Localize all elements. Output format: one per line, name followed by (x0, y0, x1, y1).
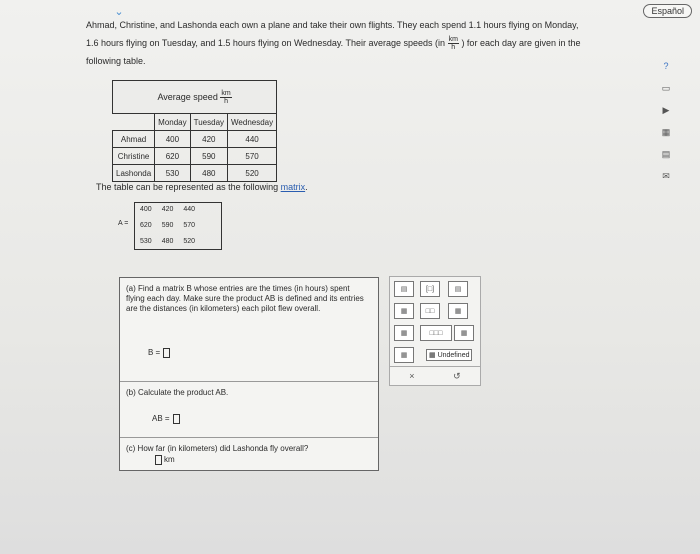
matrix-row: 400 420 440 (140, 206, 196, 213)
column-header: Wednesday (228, 114, 277, 131)
language-button[interactable]: Español (643, 4, 692, 18)
book-icon[interactable]: ▤ (661, 148, 671, 159)
matrix-row: 530 480 520 (140, 238, 196, 245)
speed-table (112, 80, 277, 182)
fraction-button[interactable]: ▤ (394, 281, 414, 297)
answer-panel (119, 277, 379, 471)
matrix-1x2-button[interactable]: □□ (420, 303, 440, 319)
part-a (120, 278, 378, 382)
matrix-3x3-button[interactable]: ▦ (394, 347, 414, 363)
problem-statement (86, 16, 646, 70)
matrix-intro: The table can be represented as the following matrix. (96, 182, 308, 192)
ab-input-row: AB = (152, 414, 180, 424)
part-c-text: (c) How far (in kilometers) did Lashonda fly overall? (126, 444, 309, 453)
table-header: Average speed $\frac{km}{h}$ (113, 81, 277, 114)
table-row: Christine 620 590 570 (113, 148, 277, 165)
chevron-down-icon[interactable]: ⌄ (114, 6, 124, 18)
matrix-link[interactable]: matrix (280, 182, 306, 192)
matrix-3x2-button[interactable]: ▦ (394, 325, 414, 341)
table-row: Lashonda 530 480 520 (113, 165, 277, 182)
unit-fraction: $\frac{km}{h}$ (448, 36, 458, 52)
help-icon[interactable]: ? (663, 61, 669, 71)
undefined-button[interactable]: ▦ Undefined (426, 349, 472, 361)
notes-icon[interactable]: ▭ (661, 82, 671, 93)
matrix-2x1-button[interactable]: ▤ (448, 281, 468, 297)
part-c (120, 438, 378, 470)
matrix-row: 620 590 570 (140, 222, 196, 229)
problem-line-3: following table. (86, 56, 146, 66)
b-matrix-input[interactable] (163, 348, 170, 358)
problem-line-1: Ahmad, Christine, and Lashonda each own a plane and take their own flights. They each spend 1.1 hours flying on Monday, (86, 20, 579, 30)
column-header: Tuesday (190, 114, 227, 131)
matrix-2x3-button[interactable]: ▦ (454, 325, 474, 341)
video-icon[interactable]: ▶ (662, 104, 670, 115)
matrix-label: A = (118, 220, 129, 227)
math-palette (389, 276, 481, 386)
part-b-text: (b) Calculate the product AB. (126, 388, 229, 397)
b-input-row: B = (148, 348, 170, 358)
part-a-text: (a) Find a matrix B whose entries are the times (in hours) spent flying each day. Make sure the product AB is defined and its entries are the distances (in kilometers) each pilot flew overall. (126, 284, 364, 313)
distance-input[interactable] (155, 455, 162, 465)
column-header: Monday (155, 114, 190, 131)
undo-icon[interactable]: ↺ (453, 370, 461, 381)
matrix-1x3-button[interactable]: □□□ (420, 325, 452, 341)
matrix-2x2-button[interactable]: ▦ (448, 303, 468, 319)
table-row: Ahmad 400 420 440 (113, 131, 277, 148)
matrix-a (118, 200, 228, 254)
distance-input-row: km (154, 455, 372, 465)
clear-icon[interactable]: × (409, 371, 415, 381)
problem-line-2: 1.6 hours flying on Tuesday, and 1.5 hours flying on Wednesday. Their average speeds (in $\frac{km}{h}$ ) for each day are given in the (86, 36, 581, 52)
matrix-3x1-button[interactable]: ▦ (394, 303, 414, 319)
ab-matrix-input[interactable] (173, 414, 180, 424)
calculator-icon[interactable]: ▦ (661, 126, 671, 137)
part-b (120, 382, 378, 438)
palette-footer (390, 366, 480, 385)
matrix-1x1-button[interactable]: [□] (420, 281, 440, 297)
right-sidebar (660, 60, 674, 192)
mail-icon[interactable]: ✉ (662, 170, 670, 181)
